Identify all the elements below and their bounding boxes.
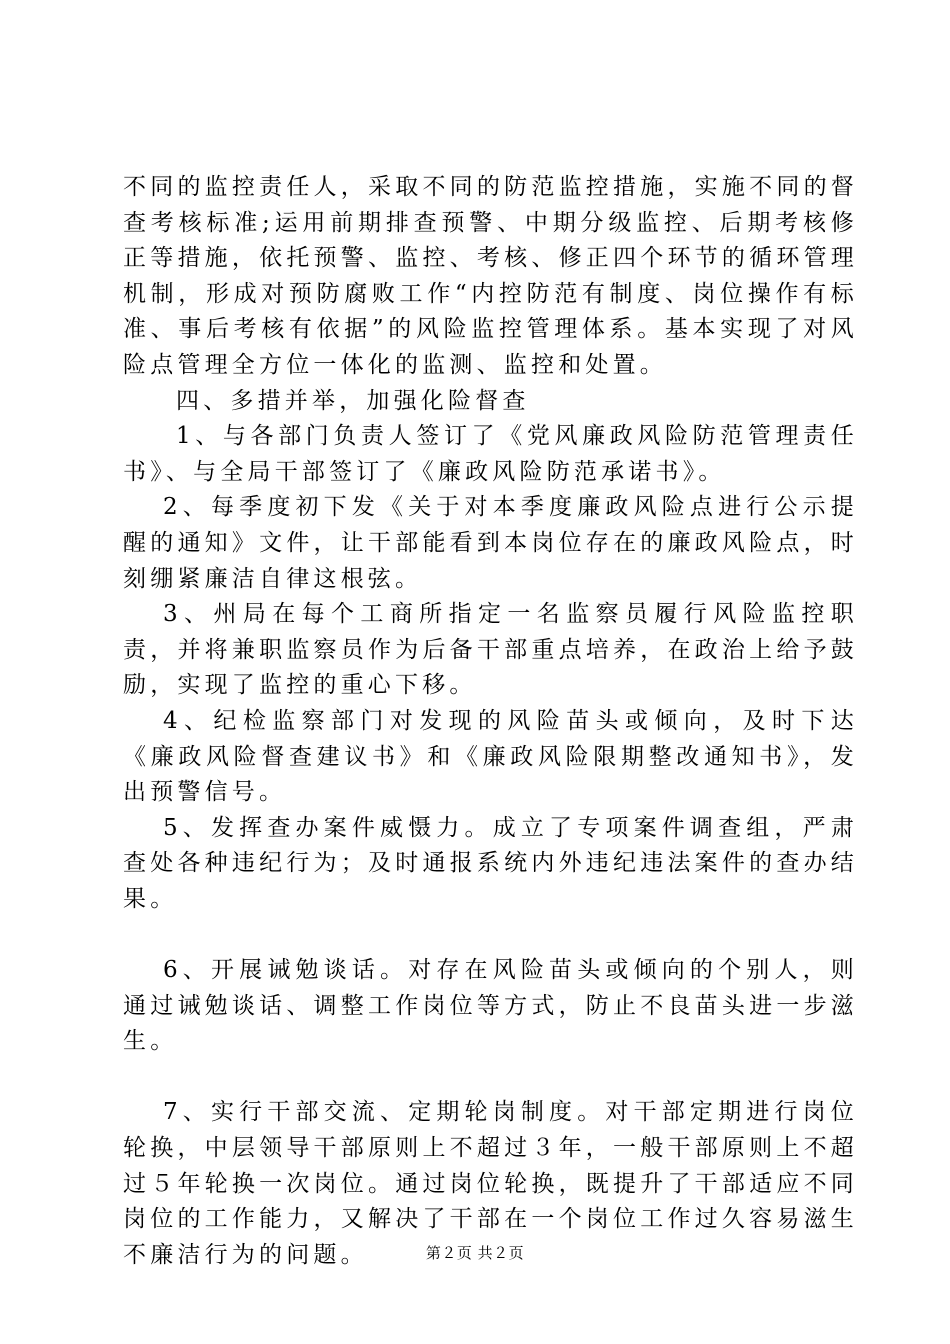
list-item: 6、开展诫勉谈话。对存在风险苗头或倾向的个别人，则通过诫勉谈话、调整工作岗位等方式，防止不良苗头进一步滋生。	[123, 957, 858, 1055]
list-item: 3、州局在每个工商所指定一名监察员履行风险监控职责，并将兼职监察员作为后备干部重点培养，在政治上给予鼓励，实现了监控的重心下移。	[123, 601, 858, 699]
page-footer: 第２页 共２页	[425, 1244, 525, 1262]
list-item: 5、发挥查办案件威慑力。成立了专项案件调查组，严肃查处各种违纪行为；及时通报系统内外违纪违法案件的查办结果。	[123, 814, 858, 912]
list-item: 7、实行干部交流、定期轮岗制度。对干部定期进行岗位轮换，中层领导干部原则上不超过３年，一般干部原则上不超过５年轮换一次岗位。通过岗位轮换，既提升了干部适应不同岗位的工作能力，又解决了干部在一个岗位工作过久容易滋生不廉洁行为的问题。	[123, 1099, 858, 1268]
section-heading: 四、多措并举，加强化险督查	[176, 387, 530, 414]
list-item: 2、每季度初下发《关于对本季度廉政风险点进行公示提醒的通知》文件，让干部能看到本岗位存在的廉政风险点，时刻绷紧廉洁自律这根弦。	[123, 494, 858, 592]
list-item: 4、纪检监察部门对发现的风险苗头或倾向，及时下达《廉政风险督查建议书》和《廉政风险限期整改通知书》，发出预警信号。	[123, 707, 858, 806]
paragraph-continuation: 不同的监控责任人，采取不同的防范监控措施，实施不同的督查考核标准;运用前期排查预警、中期分级监控、后期考核修正等措施，依托预警、监控、考核、修正四个环节的循环管理机制，形成对预防腐败工作“内控防范有制度、岗位操作有标准、事后考核有依据”的风险监控管理体系。基本实现了对风险点管理全方位一体化的监测、监控和处置。	[123, 174, 858, 378]
list-item: 1、与各部门负责人签订了《党风廉政风险防范管理责任书》、与全局干部签订了《廉政风险防范承诺书》。	[123, 423, 858, 485]
document-body	[123, 170, 858, 1273]
